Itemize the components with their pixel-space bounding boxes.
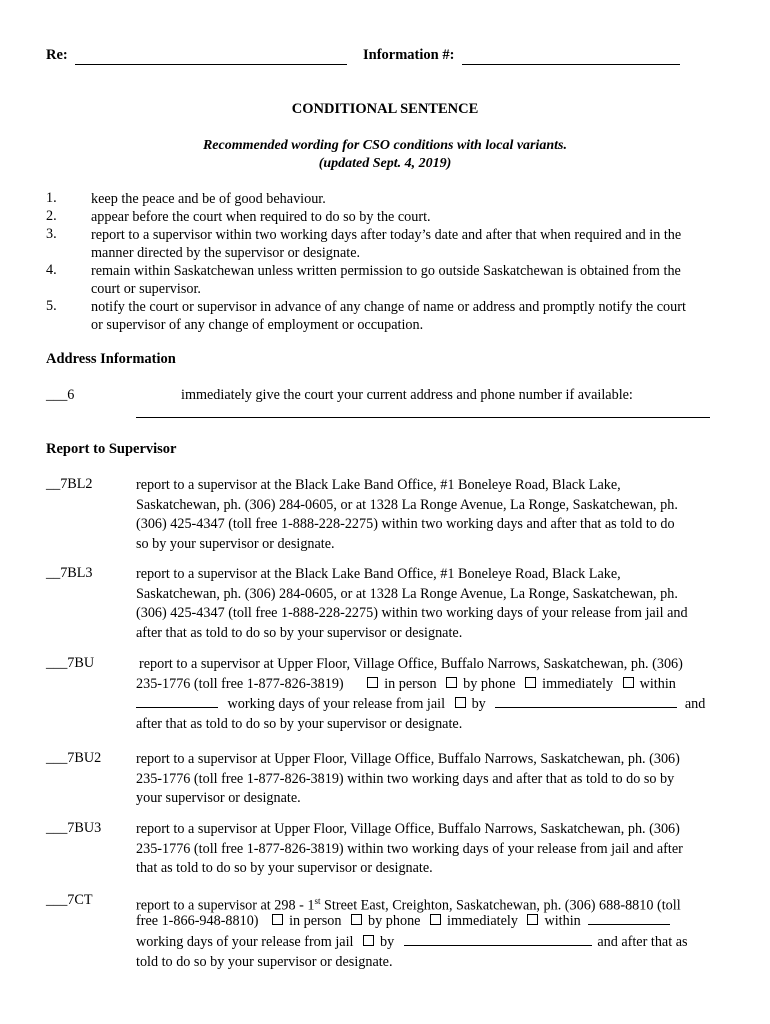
by-date-checkbox[interactable] — [455, 697, 466, 708]
immediately-checkbox[interactable] — [525, 677, 536, 688]
body-line: report to a supervisor at the Black Lake Band Office, #1 Boneleye Road, Black Lake, — [136, 477, 621, 493]
by-date-checkbox[interactable] — [363, 935, 374, 946]
body-line: Street East, Creighton, Saskatchewan, ph. (306) 688-8810 (toll — [320, 897, 681, 914]
body-line: 235-1776 (toll free 1-877-826-3819) — [136, 676, 344, 692]
condition-body-7bu2 — [136, 750, 736, 809]
body-line: (306) 425-4347 (toll free 1-888-228-2275) within two working days and after that as told to do — [136, 516, 675, 532]
condition-days-7bu — [136, 695, 736, 715]
body-line: report to a supervisor at Upper Floor, Village Office, Buffalo Narrows, Saskatchewan, ph. (306) — [136, 751, 680, 767]
body-line: 235-1776 (toll free 1-877-826-3819) within two working days of your release from jail and after — [136, 840, 683, 857]
re-blank[interactable] — [75, 47, 347, 65]
body-line: working days of your release from jail — [227, 696, 446, 712]
condition-number: 1. — [46, 190, 57, 206]
condition-number: 2. — [46, 208, 57, 224]
body-line: report to a supervisor at Upper Floor, Village Office, Buffalo Narrows, Saskatchewan, ph. (306) — [136, 821, 680, 837]
page-subtitle: Recommended wording for CSO conditions with local variants. — [202, 138, 568, 153]
within-checkbox[interactable] — [527, 914, 538, 925]
ordinal-suffix: st — [314, 896, 321, 906]
body-line: free 1-866-948-8810) — [136, 913, 259, 929]
condition-line: notify the court or supervisor in advance of any change of name or address and promptly notify the court — [91, 299, 686, 315]
re-field — [46, 47, 347, 65]
address-section-heading: Address Information — [46, 351, 176, 367]
information-number-field — [363, 47, 680, 65]
condition-code-7bu3[interactable]: ___7BU3 — [46, 820, 102, 836]
condition-line: manner directed by the supervisor or designate. — [91, 245, 361, 261]
condition-options-7bu — [136, 675, 736, 695]
condition-days-7ct — [136, 933, 736, 953]
condition-code-7bu[interactable]: ___7BU — [46, 655, 95, 671]
condition-text — [91, 208, 731, 226]
condition-body-7bu3 — [136, 820, 736, 879]
body-line: your supervisor or designate. — [136, 790, 301, 806]
body-line: report to a supervisor at the Black Lake Band Office, #1 Boneleye Road, Black Lake, — [136, 566, 621, 582]
immediately-checkbox[interactable] — [430, 914, 441, 925]
in-person-checkbox[interactable] — [367, 677, 378, 688]
address-code[interactable]: ___6 — [46, 387, 75, 403]
body-line: report to a supervisor at 298 - 1 — [136, 897, 315, 914]
condition-number: 3. — [46, 226, 57, 242]
page-title: CONDITIONAL SENTENCE — [291, 101, 479, 117]
condition-body-7bu — [139, 655, 739, 675]
condition-code-7bl2[interactable]: __7BL2 — [46, 476, 93, 492]
by-label: by — [380, 934, 395, 950]
condition-body-7ct-end — [136, 953, 736, 973]
body-line: (306) 425-4347 (toll free 1-888-228-2275) within two working days of your release from jail and — [136, 605, 688, 621]
condition-number: 4. — [46, 262, 57, 278]
within-days-blank[interactable] — [588, 912, 670, 925]
body-line: working days of your release from jail — [136, 934, 354, 950]
condition-line: or supervisor of any change of employment or occupation. — [91, 317, 424, 333]
body-line: Saskatchewan, ph. (306) 284-0605, or at 1328 La Ronge Avenue, La Ronge, Saskatchewan, ph. — [136, 585, 678, 602]
by-phone-checkbox[interactable] — [446, 677, 457, 688]
page-subtitle-date: (updated Sept. 4, 2019) — [318, 156, 452, 171]
condition-options-7ct — [136, 912, 736, 932]
condition-line: keep the peace and be of good behaviour. — [91, 191, 326, 207]
condition-body-7bl2 — [136, 476, 736, 554]
by-phone-checkbox[interactable] — [351, 914, 362, 925]
body-line: so by your supervisor or designate. — [136, 535, 335, 552]
in-person-label: in person — [384, 676, 437, 692]
condition-code-7ct[interactable]: ___7CT — [46, 892, 93, 908]
condition-code-7bu2[interactable]: ___7BU2 — [46, 750, 102, 766]
condition-code-7bl3[interactable]: __7BL3 — [46, 565, 93, 581]
immediately-label: immediately — [542, 676, 614, 692]
body-line: after that as told to do so by your supervisor or designate. — [136, 716, 463, 732]
within-days-blank[interactable] — [136, 695, 218, 708]
within-label: within — [544, 913, 581, 929]
body-line: told to do so by your supervisor or designate. — [136, 954, 393, 970]
body-line: 235-1776 (toll free 1-877-826-3819) within two working days and after that as told to do so by — [136, 770, 675, 787]
report-section-heading: Report to Supervisor — [46, 441, 177, 457]
body-line: and after that as — [597, 934, 688, 950]
condition-line: court or supervisor. — [91, 281, 201, 297]
condition-text — [91, 190, 731, 208]
condition-line: appear before the court when required to do so by the court. — [91, 209, 431, 225]
by-phone-label: by phone — [368, 913, 421, 929]
information-number-blank[interactable] — [462, 47, 680, 65]
and-label: and — [684, 696, 706, 712]
in-person-checkbox[interactable] — [272, 914, 283, 925]
condition-line: report to a supervisor within two working days after today’s date and after that when required and in the — [91, 227, 682, 243]
within-checkbox[interactable] — [623, 677, 634, 688]
body-line: that as told to do so by your supervisor or designate. — [136, 860, 433, 876]
body-line: after that as told to do so by your supervisor or designate. — [136, 624, 463, 641]
condition-line: remain within Saskatchewan unless written permission to go outside Saskatchewan is obtained from the — [91, 263, 681, 279]
condition-text — [91, 298, 731, 334]
by-date-blank[interactable] — [404, 933, 592, 946]
immediately-label: immediately — [447, 913, 518, 929]
in-person-label: in person — [289, 913, 342, 929]
by-date-blank[interactable] — [495, 695, 677, 708]
by-phone-label: by phone — [463, 676, 516, 692]
body-line: Saskatchewan, ph. (306) 284-0605, or at 1328 La Ronge Avenue, La Ronge, Saskatchewan, ph. — [136, 496, 678, 513]
address-text: immediately give the court your current address and phone number if available: — [181, 387, 633, 403]
address-blank-line[interactable] — [136, 416, 710, 418]
condition-text — [91, 262, 731, 298]
re-label: Re: — [46, 47, 68, 63]
condition-text — [91, 226, 731, 262]
condition-body-7bu-end — [136, 715, 736, 735]
body-line: report to a supervisor at Upper Floor, Village Office, Buffalo Narrows, Saskatchewan, ph. (306) — [139, 656, 683, 672]
condition-body-7bl3 — [136, 565, 736, 643]
within-label: within — [639, 676, 676, 692]
information-number-label: Information #: — [363, 47, 455, 63]
by-label: by — [471, 696, 486, 712]
condition-number: 5. — [46, 298, 57, 314]
